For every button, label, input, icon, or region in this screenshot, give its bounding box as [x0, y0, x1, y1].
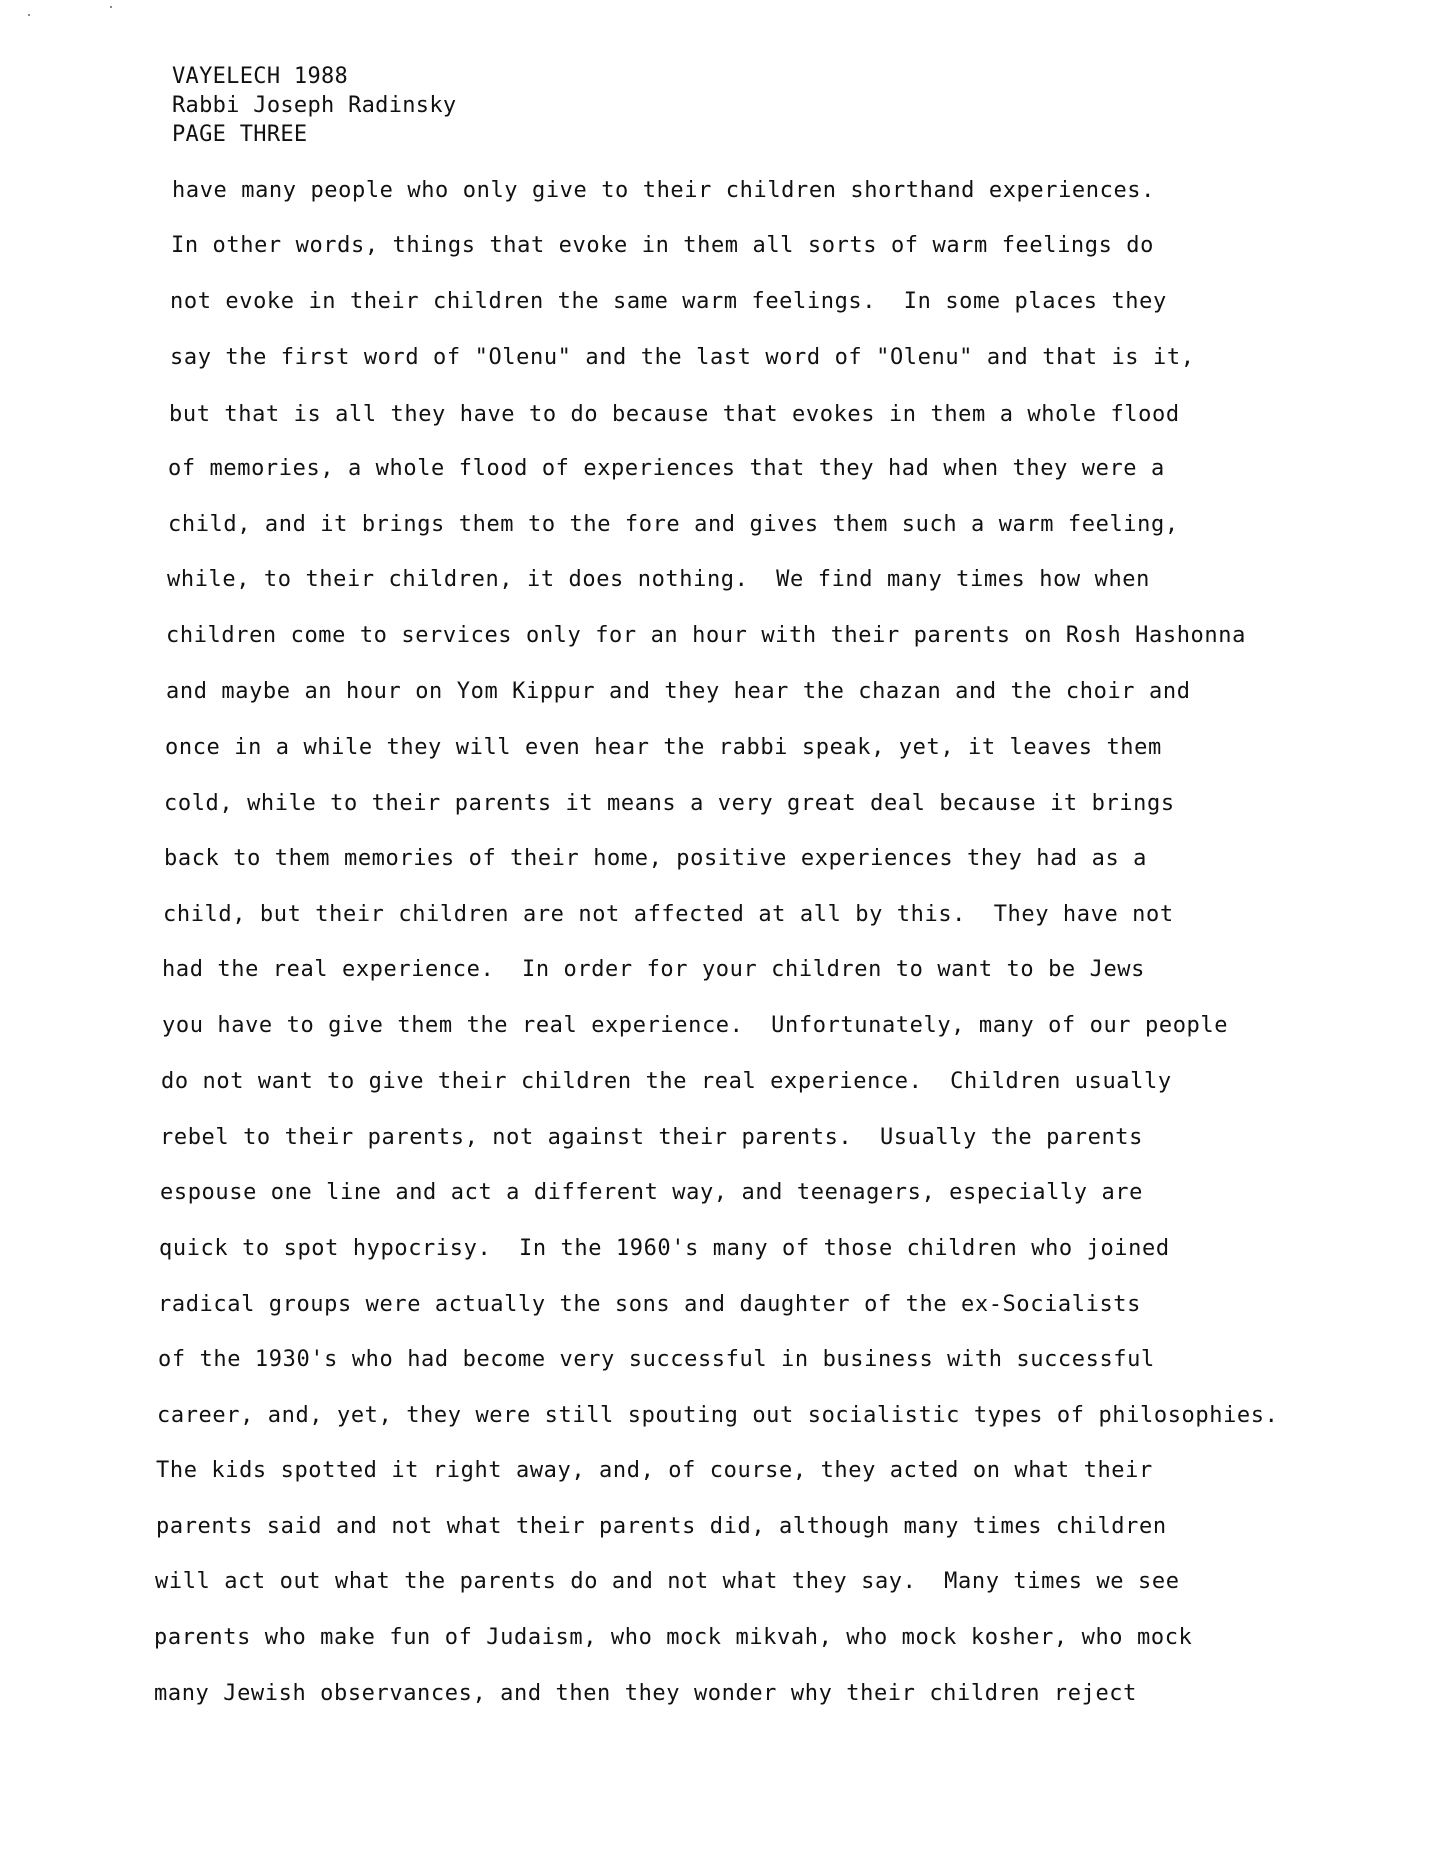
text-line: rebel to their parents, not against their parents. Usually the parents	[160, 1125, 1144, 1150]
text-line: child, and it brings them to the fore and gives them such a warm feeling,	[168, 512, 1179, 537]
document-title: VAYELECH 1988	[172, 64, 349, 89]
text-line: parents who make fun of Judaism, who mock mikvah, who mock kosher, who mock	[154, 1625, 1193, 1650]
text-line: once in a while they will even hear the rabbi speak, yet, it leaves them	[165, 735, 1162, 760]
text-line: say the first word of "Olenu" and the last word of "Olenu" and that is it,	[170, 345, 1195, 370]
text-line: cold, while to their parents it means a very great deal because it brings	[164, 791, 1175, 816]
text-line: while, to their children, it does nothing. We find many times how when	[167, 567, 1151, 592]
text-line: radical groups were actually the sons and daughter of the ex-Socialists	[158, 1292, 1142, 1317]
document-header	[172, 62, 456, 149]
text-line: children come to services only for an hour with their parents on Rosh Hashonna	[166, 623, 1246, 648]
text-line: and maybe an hour on Yom Kippur and they hear the chazan and the choir and	[166, 679, 1191, 704]
text-line: not evoke in their children the same warm feelings. In some places they	[170, 289, 1167, 314]
text-line: In other words, things that evoke in them all sorts of warm feelings do	[171, 233, 1155, 258]
text-line: back to them memories of their home, positive experiences they had as a	[164, 846, 1148, 871]
text-line: quick to spot hypocrisy. In the 1960's many of those children who joined	[159, 1236, 1170, 1261]
text-line: of the 1930's who had become very successful in business with successful	[158, 1347, 1155, 1372]
text-line: espouse one line and act a different way, and teenagers, especially are	[160, 1180, 1144, 1205]
text-line: of memories, a whole flood of experiences that they had when they were a	[168, 456, 1165, 481]
page-label: PAGE THREE	[172, 122, 308, 147]
text-line: many Jewish observances, and then they wonder why their children reject	[154, 1681, 1138, 1706]
text-line: career, and, yet, they were still spouting out socialistic types of philosophies.	[157, 1403, 1279, 1428]
text-line: will act out what the parents do and not what they say. Many times we see	[155, 1569, 1180, 1594]
text-line: The kids spotted it right away, and, of course, they acted on what their	[156, 1458, 1153, 1483]
scan-speck	[110, 6, 112, 8]
text-line: have many people who only give to their children shorthand experiences.	[172, 178, 1156, 203]
text-line: had the real experience. In order for your children to want to be Jews	[162, 957, 1146, 982]
text-line: you have to give them the real experience. Unfortunately, many of our people	[162, 1013, 1229, 1038]
text-line: do not want to give their children the real experience. Children usually	[161, 1069, 1172, 1094]
document-author: Rabbi Joseph Radinsky	[172, 93, 457, 118]
text-line: but that is all they have to do because that evokes in them a whole flood	[169, 402, 1180, 427]
text-line: parents said and not what their parents did, although many times children	[156, 1514, 1167, 1539]
text-line: child, but their children are not affected at all by this. They have not	[163, 902, 1174, 927]
scan-speck	[28, 14, 30, 16]
